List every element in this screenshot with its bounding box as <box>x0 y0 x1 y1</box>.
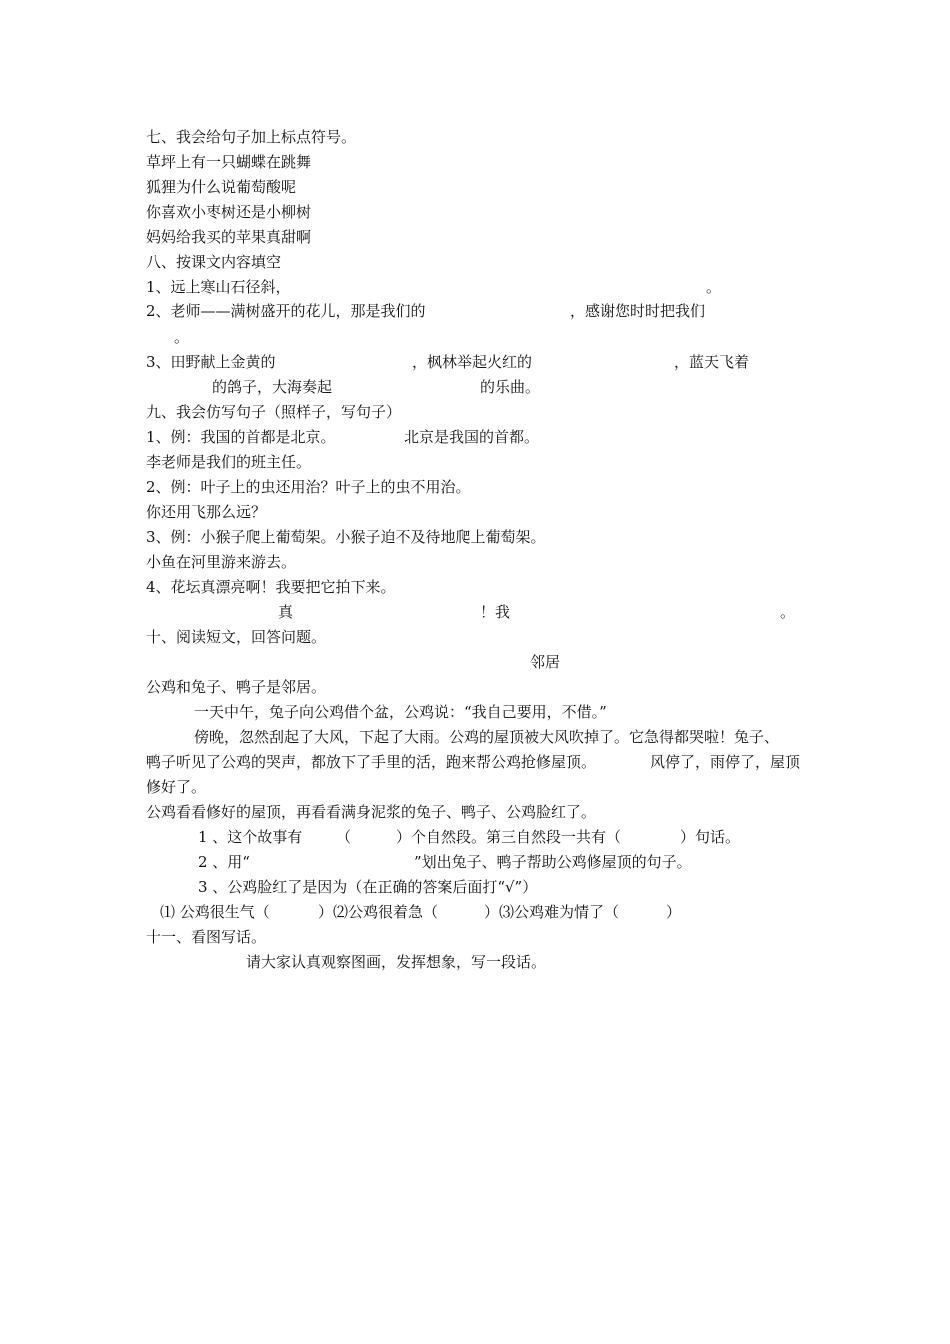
fill-q3-part-a: 3、田野献上金黄的 <box>146 353 276 371</box>
fill-q3-part-e: 的乐曲。 <box>480 378 541 396</box>
fill-4-part-b: ！我 <box>480 603 511 621</box>
option-1: ⑴ 公鸡很生气（ <box>160 903 270 921</box>
section-11-heading: 十一、看图写话。 <box>146 928 267 946</box>
question-1-part-d: ）句话。 <box>680 828 741 846</box>
option-3-close: ） <box>666 903 682 921</box>
question-3: 3 、公鸡脸红了是因为（在正确的答案后面打“√”） <box>198 878 538 896</box>
question-1-part-c: ）个自然段。第三自然段一共有（ <box>396 828 622 846</box>
punctuation-item-1: 草坪上有一只蝴蝶在跳舞 <box>146 153 312 171</box>
example-1-answer: 北京是我国的首都。 <box>404 428 540 446</box>
punctuation-item-2: 狐狸为什么说葡萄酸呢 <box>146 178 297 196</box>
section-10-heading: 十、阅读短文，回答问题。 <box>146 628 327 646</box>
writing-prompt: 请大家认真观察图画，发挥想象，写一段话。 <box>246 953 547 971</box>
fill-q1-end: 。 <box>706 278 722 296</box>
task-3: 小鱼在河里游来游去。 <box>146 553 297 571</box>
fill-q1: 1、远上寒山石径斜， <box>146 278 291 296</box>
example-4: 4、花坛真漂亮啊！我要把它拍下来。 <box>146 578 396 596</box>
option-3: ）⑶公鸡难为情了（ <box>484 903 620 921</box>
story-paragraph-1: 公鸡和兔子、鸭子是邻居。 <box>146 678 327 696</box>
example-1: 1、例：我国的首都是北京。 <box>146 428 336 446</box>
punctuation-item-4: 妈妈给我买的苹果真甜啊 <box>146 228 312 246</box>
option-2: ）⑵公鸡很着急（ <box>318 903 439 921</box>
section-8-heading: 八、按课文内容填空 <box>146 253 282 271</box>
question-1-part-a: 1 、这个故事有 <box>198 828 303 846</box>
story-paragraph-3-line-2b: 风停了，雨停了，屋顶 <box>650 753 801 771</box>
story-title: 邻居 <box>530 653 561 671</box>
fill-q2-end: 。 <box>174 328 190 346</box>
question-2-part-b: ”划出兔子、鸭子帮助公鸡修屋顶的句子。 <box>414 853 692 871</box>
fill-q2-part-b: ，感谢您时时把我们 <box>570 302 706 320</box>
section-9-heading: 九、我会仿写句子（照样子，写句子） <box>146 403 402 421</box>
fill-4-end: 。 <box>780 603 796 621</box>
fill-q3-part-d: 的鸽子，大海奏起 <box>212 378 333 396</box>
story-paragraph-2: 一天中午，兔子向公鸡借个盆，公鸡说：“我自己要用，不借。” <box>194 703 607 721</box>
story-paragraph-3-line-3: 修好了。 <box>146 778 207 796</box>
task-1: 李老师是我们的班主任。 <box>146 453 312 471</box>
section-7-heading: 七、我会给句子加上标点符号。 <box>146 128 357 146</box>
story-paragraph-3-line-2: 鸭子听见了公鸡的哭声，都放下了手里的活，跑来帮公鸡抢修屋顶。 <box>146 753 597 771</box>
story-paragraph-3-line-1: 傍晚，忽然刮起了大风，下起了大雨。公鸡的屋顶被大风吹掉了。它急得都哭啦！兔子、 <box>194 728 780 746</box>
example-2: 2、例：叶子上的虫还用治？叶子上的虫不用治。 <box>146 478 471 496</box>
fill-4-part-a: 真 <box>278 603 294 621</box>
question-1-part-b: （ <box>336 828 352 846</box>
example-3: 3、例：小猴子爬上葡萄架。小猴子迫不及待地爬上葡萄架。 <box>146 528 546 546</box>
story-paragraph-4: 公鸡看看修好的屋顶，再看看满身泥浆的兔子、鸭子、公鸡脸红了。 <box>146 803 597 821</box>
fill-q3-part-b: ，枫林举起火红的 <box>412 353 533 371</box>
task-2: 你还用飞那么远？ <box>146 503 267 521</box>
question-2-part-a: 2 、用“ <box>198 853 250 871</box>
punctuation-item-3: 你喜欢小枣树还是小柳树 <box>146 203 312 221</box>
fill-q2-part-a: 2、老师——满树盛开的花儿，那是我们的 <box>146 302 426 320</box>
fill-q3-part-c: ，蓝天飞着 <box>674 353 750 371</box>
